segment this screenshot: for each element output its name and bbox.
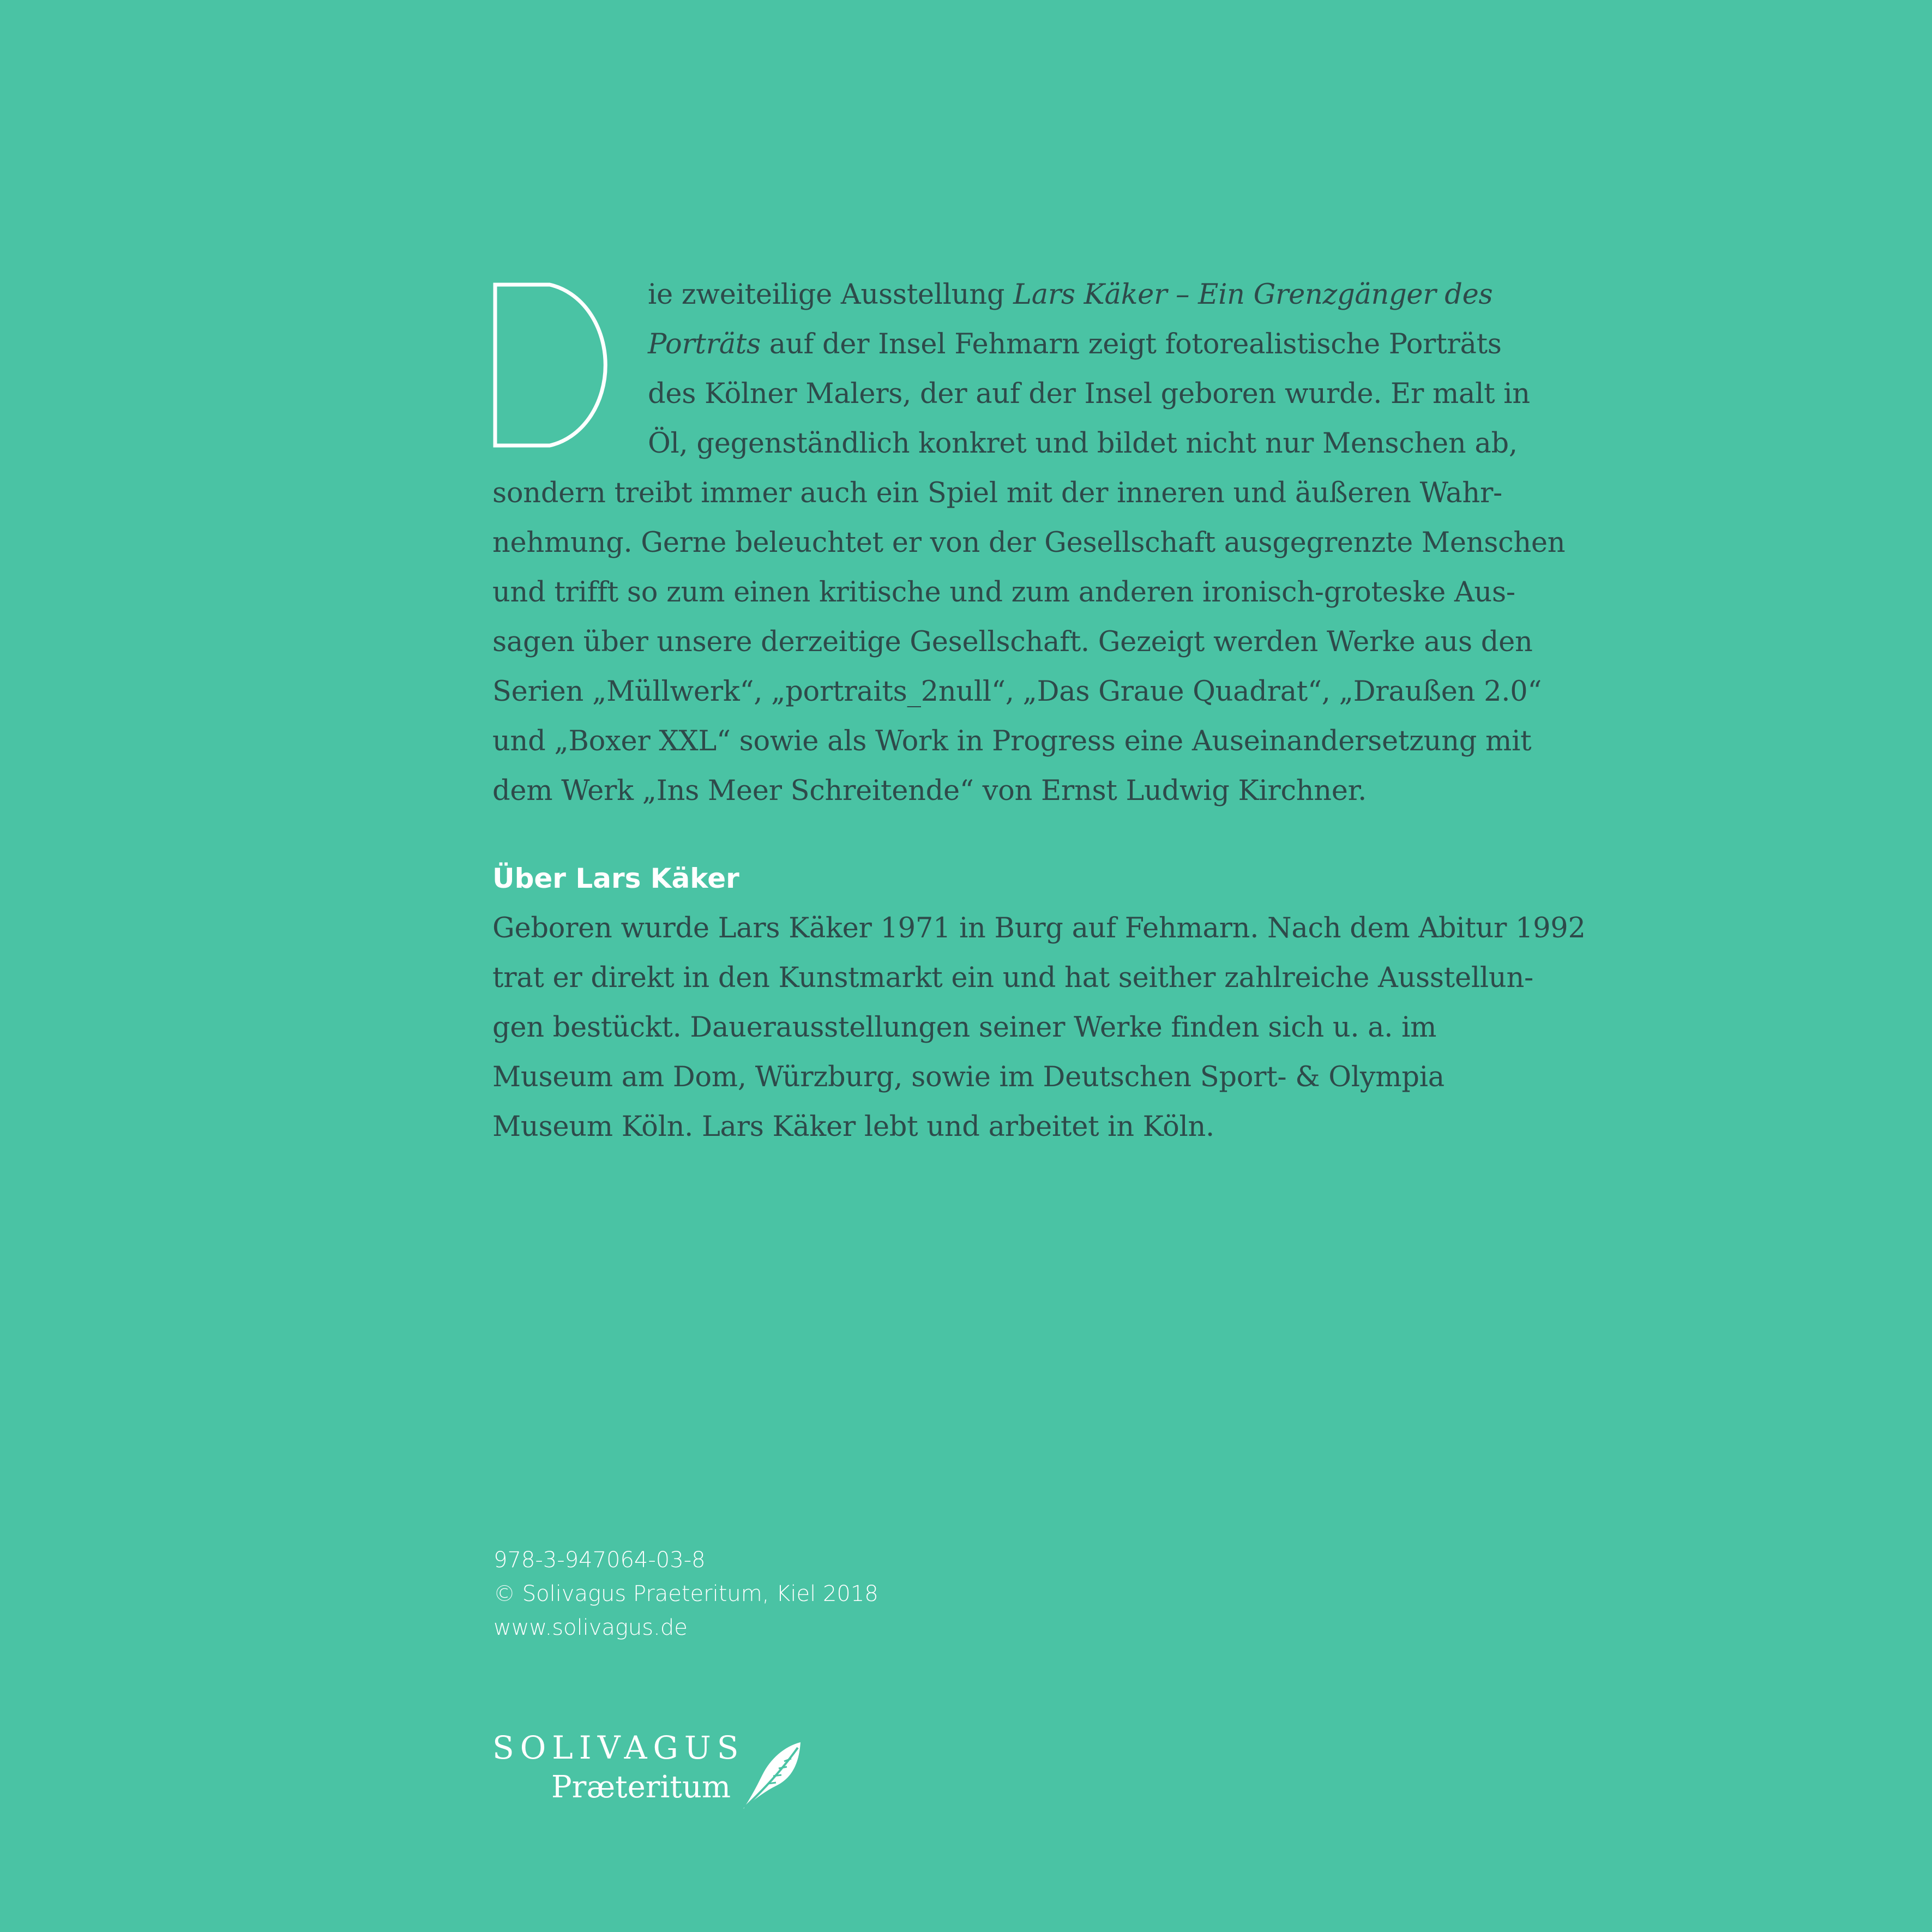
about-line-1: Geboren wurde Lars Käker 1971 in Burg auf Fehmarn. Nach dem Abitur 1992 (492, 912, 1586, 944)
copyright: © Solivagus Praeteritum, Kiel 2018 (493, 1581, 878, 1606)
logo-subtitle: Præteritum (551, 1770, 731, 1805)
intro-line-4: Öl, gegenständlich konkret und bildet nicht nur Menschen ab, (648, 428, 1518, 460)
intro-line-6: nehmung. Gerne beleuchtet er von der Gesellschaft ausgegrenzte Menschen (492, 527, 1566, 559)
intro-line-2: Porträts auf der Insel Fehmarn zeigt fotorealistische Porträts (648, 328, 1502, 360)
about-heading: Über Lars Käker (492, 863, 739, 894)
intro-line-7: und trifft so zum einen kritische und zum anderen ironisch-groteske Aus- (492, 576, 1515, 609)
imprint (493, 1543, 878, 1645)
publisher-logo (492, 1726, 820, 1813)
about-line-3: gen bestückt. Dauerausstellungen seiner Werke finden sich u. a. im (492, 1012, 1437, 1044)
isbn: 978-3-947064-03-8 (493, 1548, 706, 1573)
dropcap-d-outline (492, 282, 621, 448)
about-paragraph (492, 904, 1586, 1152)
intro-paragraph (492, 270, 1566, 816)
about-line-2: trat er direkt in den Kunstmarkt ein und hat seither zahlreiche Ausstellun- (492, 962, 1533, 994)
logo-wordmark: SOLIVAGUS (492, 1729, 745, 1766)
intro-line-3: des Kölner Malers, der auf der Insel geboren wurde. Er malt in (648, 378, 1530, 410)
intro-line-8: sagen über unsere derzeitige Gesellschaft. Gezeigt werden Werke aus den (492, 626, 1533, 658)
intro-line-9: Serien „Müllwerk“, „portraits_2null“, „Das Graue Quadrat“, „Draußen 2.0“ (492, 676, 1542, 708)
about-line-4: Museum am Dom, Würzburg, sowie im Deutschen Sport- & Olympia (492, 1061, 1445, 1093)
feather-icon (732, 1737, 809, 1813)
intro-line-10: und „Boxer XXL“ sowie als Work in Progress eine Auseinandersetzung mit (492, 725, 1532, 757)
about-line-5: Museum Köln. Lars Käker lebt und arbeitet in Köln. (492, 1111, 1214, 1143)
intro-line-5: sondern treibt immer auch ein Spiel mit der inneren und äußeren Wahr- (492, 477, 1502, 509)
intro-line-1: ie zweiteilige Ausstellung Lars Käker – Ein Grenzgänger des (648, 279, 1493, 311)
text-block (492, 270, 1586, 1152)
website-link[interactable]: www.solivagus.de (493, 1615, 688, 1640)
intro-line-11: dem Werk „Ins Meer Schreitende“ von Ernst Ludwig Kirchner. (492, 775, 1367, 807)
